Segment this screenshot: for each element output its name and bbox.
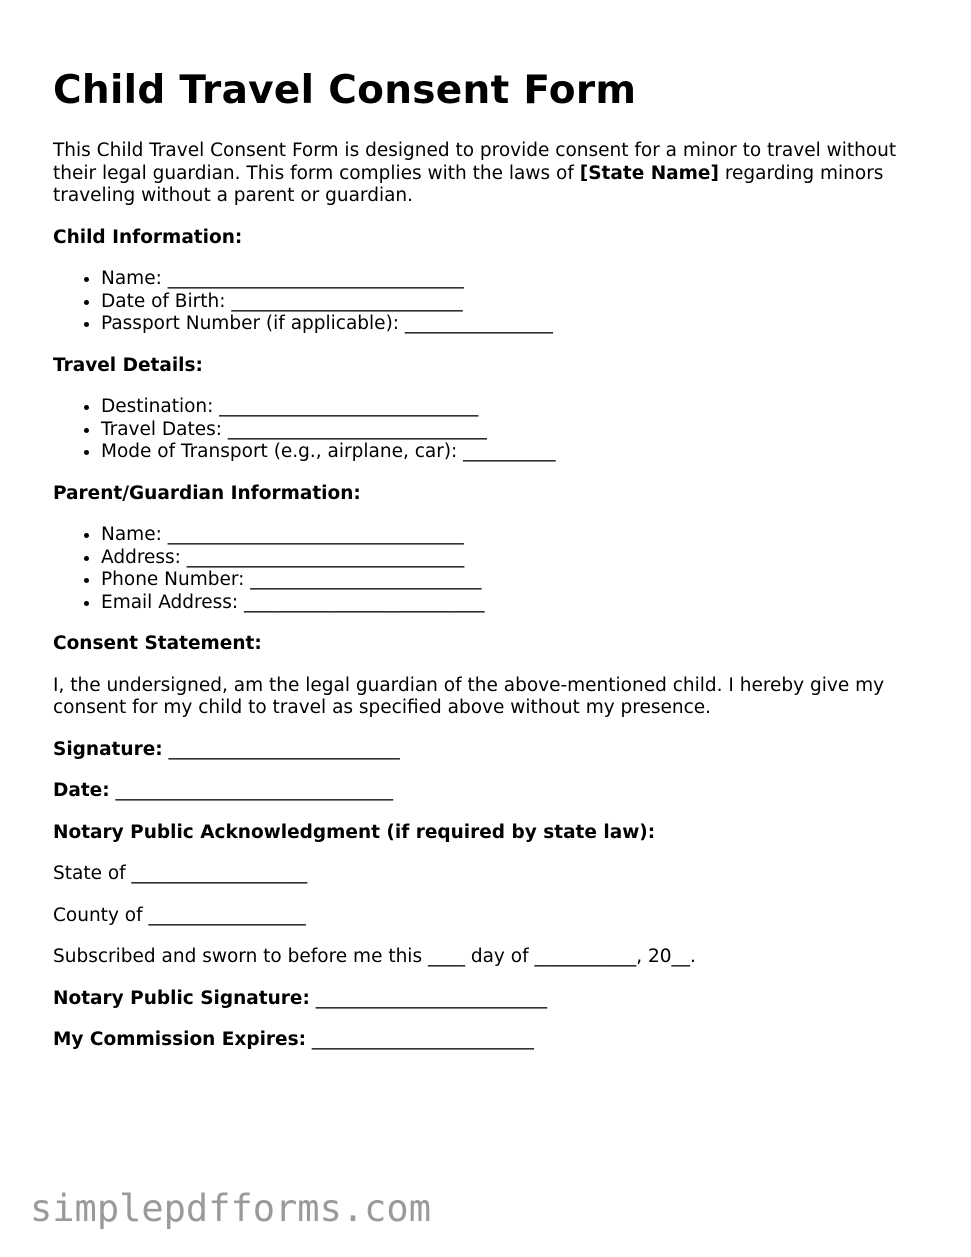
parent-email-field: • Email Address: __________________________ <box>101 592 933 615</box>
consent-heading: Consent Statement: <box>53 633 262 654</box>
parent-info-heading: Parent/Guardian Information: <box>53 482 361 504</box>
travel-details-heading: Travel Details: <box>53 354 203 376</box>
date-label: Date: <box>53 780 110 801</box>
notary-state-field: State of ___________________ <box>53 863 308 884</box>
child-info-list <box>53 268 933 336</box>
state-name-placeholder: [State Name] <box>579 162 719 184</box>
intro-paragraph <box>53 140 933 208</box>
signature-line <box>53 739 933 762</box>
intro-text-1: This Child Travel Consent Form is designed to provide consent for a minor to travel without their legal guardian. This form complies with the laws of <box>53 140 897 184</box>
signature-label: Signature: <box>53 738 163 760</box>
destination-field: • Destination: ____________________________ <box>101 396 933 419</box>
form-page <box>53 64 933 1052</box>
commission-expires-blank: ________________________ <box>306 1029 534 1050</box>
notary-county-field: County of _________________ <box>53 904 306 926</box>
child-name-field: • Name: ________________________________ <box>101 268 933 291</box>
notary-sworn-statement: Subscribed and sworn to before me this ____ day of ___________, 20__. <box>53 946 696 967</box>
commission-expires-label: My Commission Expires: <box>53 1029 307 1050</box>
child-passport-field: • Passport Number (if applicable): ________________ <box>101 313 933 336</box>
parent-name-field: • Name: ________________________________ <box>101 524 933 547</box>
page-title: Child Travel Consent Form <box>53 68 637 113</box>
intro-text-2: regarding minors traveling without a parent or guardian. <box>53 162 884 206</box>
travel-details-list <box>53 396 933 464</box>
commission-expires-line <box>53 1029 933 1052</box>
consent-statement: I, the undersigned, am the legal guardian of the above-mentioned child. I hereby give my consent for my child to travel as specified above without my presence. <box>53 674 885 718</box>
transport-mode-field: • Mode of Transport (e.g., airplane, car): __________ <box>101 441 933 464</box>
travel-dates-field: • Travel Dates: ____________________________ <box>101 419 933 442</box>
parent-address-field: • Address: ______________________________ <box>101 547 933 570</box>
parent-info-list <box>53 524 933 614</box>
signature-blank: _________________________ <box>162 738 400 760</box>
notary-signature-line <box>53 988 933 1011</box>
site-watermark: simplepdfforms.com <box>30 1187 431 1230</box>
date-blank: ______________________________ <box>109 780 394 801</box>
notary-heading: Notary Public Acknowledgment (if required by state law): <box>53 821 656 843</box>
child-info-heading: Child Information: <box>53 226 243 248</box>
notary-signature-label: Notary Public Signature: <box>53 987 310 1009</box>
date-line <box>53 780 933 803</box>
notary-signature-blank: _________________________ <box>309 987 547 1009</box>
child-dob-field: • Date of Birth: _________________________ <box>101 291 933 314</box>
parent-phone-field: • Phone Number: _________________________ <box>101 569 933 592</box>
